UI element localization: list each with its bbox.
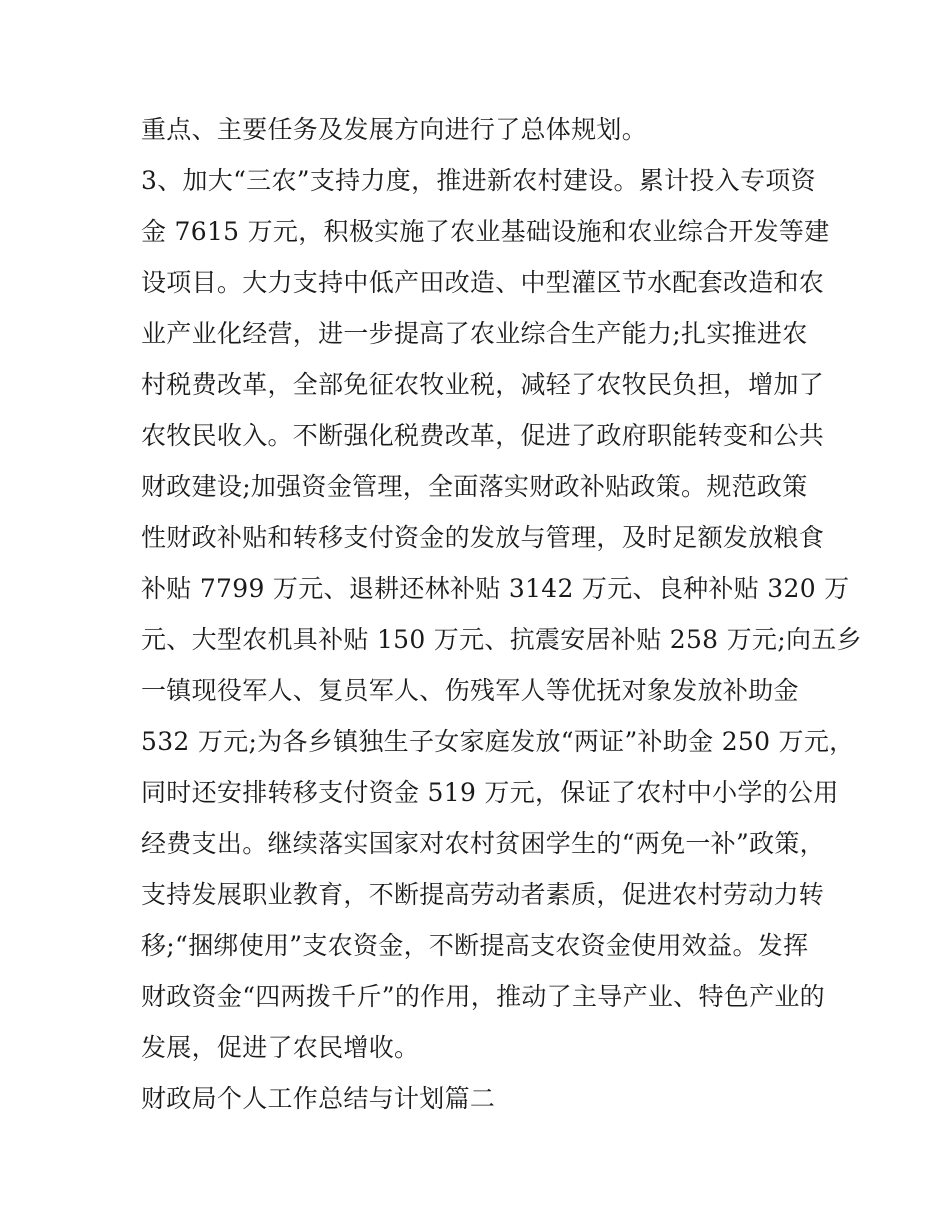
document-body <box>141 104 862 1124</box>
paragraph-line: 重点、主要任务及发展方向进行了总体规划。 <box>141 115 648 144</box>
paragraph-line: 3、加大“三农”支持力度，推进新农村建设。累计投入专项资 <box>141 166 816 195</box>
section-heading: 财政局个人工作总结与计划篇二 <box>141 1084 496 1113</box>
paragraph-line: 金 7615 万元，积极实施了农业基础设施和农业综合开发等建 <box>141 217 830 246</box>
paragraph-line: 532 万元;为各乡镇独生子女家庭发放“两证”补助金 250 万元， <box>141 727 855 756</box>
paragraph-line: 农牧民收入。不断强化税费改革，促进了政府职能转变和公共 <box>141 421 825 450</box>
paragraph-line: 设项目。大力支持中低产田改造、中型灌区节水配套改造和农 <box>141 268 825 297</box>
paragraph-line: 补贴 7799 万元、退耕还林补贴 3142 万元、良种补贴 320 万 <box>141 574 850 603</box>
paragraph-line: 同时还安排转移支付资金 519 万元，保证了农村中小学的公用 <box>141 778 839 807</box>
paragraph-line: 村税费改革，全部免征农牧业税，减轻了农牧民负担，增加了 <box>141 370 825 399</box>
paragraph-line: 元、大型农机具补贴 150 万元、抗震安居补贴 258 万元;向五乡 <box>141 625 862 654</box>
paragraph-line: 财政资金“四两拨千斤”的作用，推动了主导产业、特色产业的 <box>141 982 825 1011</box>
paragraph-line: 经费支出。继续落实国家对农村贫困学生的“两免一补”政策， <box>141 829 825 858</box>
paragraph-line: 移;“捆绑使用”支农资金，不断提高支农资金使用效益。发挥 <box>141 931 809 960</box>
paragraph-line: 一镇现役军人、复员军人、伤残军人等优抚对象发放补助金 <box>141 676 799 705</box>
paragraph-line: 财政建设;加强资金管理，全面落实财政补贴政策。规范政策 <box>141 472 808 501</box>
paragraph-line: 性财政补贴和转移支付资金的发放与管理，及时足额发放粮食 <box>141 523 825 552</box>
paragraph-line: 业产业化经营，进一步提高了农业综合生产能力;扎实推进农 <box>141 319 808 348</box>
paragraph-line: 支持发展职业教育，不断提高劳动者素质，促进农村劳动力转 <box>141 880 825 909</box>
paragraph-line: 发展，促进了农民增收。 <box>141 1033 420 1062</box>
